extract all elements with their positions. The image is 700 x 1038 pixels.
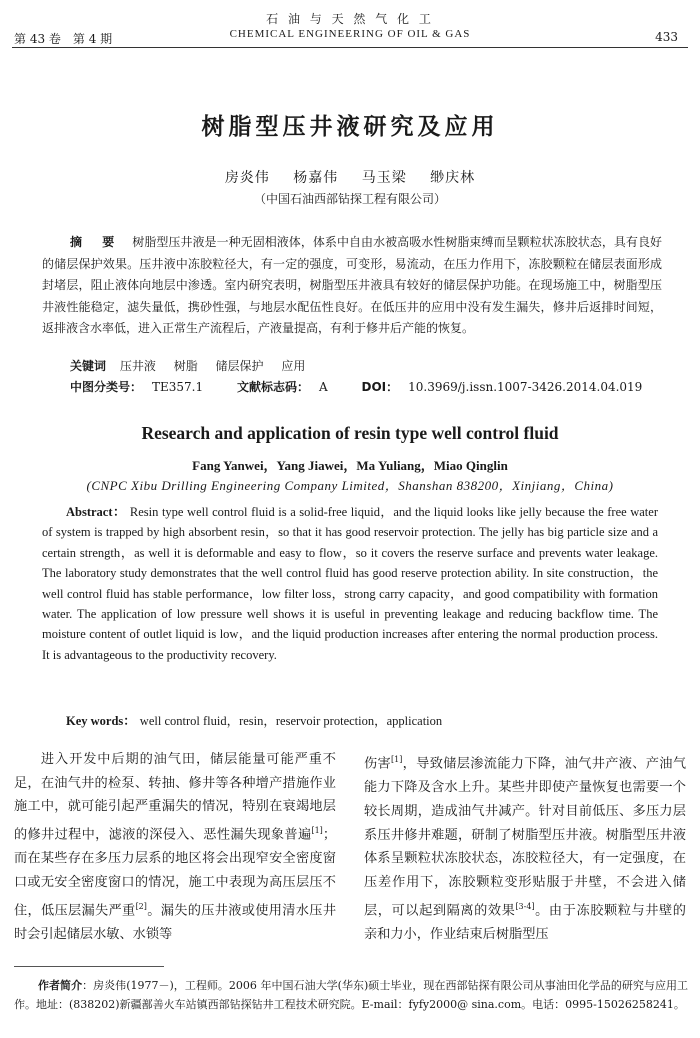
citation: [3-4] [515, 901, 535, 911]
title-cn: 树脂型压井液研究及应用 [201, 114, 499, 140]
clc-value: TE357.1 [152, 380, 204, 394]
author-cn: 房炎伟 [224, 170, 270, 186]
classification-line [70, 378, 670, 395]
citation: [1] [311, 826, 323, 836]
body-column-right [364, 748, 686, 946]
keywords-en-label: Key words： [66, 714, 136, 728]
citation: [2] [135, 901, 147, 911]
affiliation-cn: （中国石油西部钻探工程有限公司） [253, 192, 446, 206]
footnote-rule [14, 966, 164, 967]
keyword-cn: 储层保护 [215, 359, 264, 373]
doc-code-value: A [318, 380, 328, 394]
footnote-label: 作者简介 [38, 979, 83, 992]
author-footnote [14, 976, 688, 1014]
clc-label: 中图分类号： [70, 380, 143, 394]
body-text: 伤害 [364, 756, 392, 772]
abstract-en [42, 502, 658, 665]
body-text: 。由于冻胶颗粒与井壁的亲和力小，作业结束后树脂型压 [364, 903, 686, 942]
issue-label: 第 43 卷 第 4 期 [14, 32, 113, 46]
affiliation-en: (CNPC Xibu Drilling Engineering Company Limited，Shanshan 838200，Xinjiang，China) [86, 478, 614, 493]
body-text: ，导致储层渗流能力下降，油气井产液、产油气能力下降及含水上升。某些井即使产量恢复也需要一个较长周期，造成油气井减产。针对目前低压、多压力层系压井修井难题，研制了树脂型压井液。树脂型压井液体系呈颗粒状冻胶状态，冻胶粒径大，有一定强度，在压差作用下，冻胶颗粒变形贴服于井壁，不会进入储层，可以起到隔离的效果 [364, 756, 687, 918]
body-text: ；而在某些存在多压力层系的地区将会出现窄安全密度窗口或无安全密度窗口的情况，施工中表现为高压层压不住，低压层漏失严重 [14, 827, 336, 918]
author-cn: 马玉梁 [361, 170, 407, 186]
body-text: 。漏失的压井液或使用清水压井时会引起储层水敏、水锁等 [14, 903, 337, 942]
doi-label: DOI： [361, 380, 399, 394]
doc-code-label: 文献标志码： [236, 380, 309, 394]
title-en: Research and application of resin type well control fluid [141, 423, 559, 443]
abstract-cn-text: 树脂型压井液是一种无固相液体，体系中自由水被高吸水性树脂束缚而呈颗粒状冻胶状态，具有良好的储层保护效果。压井液中冻胶粒径大，有一定的强度，可变形，易流动，在压力作用下，冻胶颗粒在储层表面形成封堵层，阻止液体向地层中渗透。室内研究表明，树脂型压井液具有较好的储层保护功能。在现场施工中，树脂型压井液性能稳定，滤失量低，携砂性强，与地层水配伍性良好。在低压井的应用中没有发生漏失，修井后返排时间短，返排液含水率低，进入正常生产流程后，产液量提高，有利于修井后产能的恢复。 [42, 235, 662, 335]
body-column-left [14, 748, 336, 946]
body-text: 进入开发中后期的油气田，储层能量可能严重不足，在油气井的检泵、转抽、修井等各种增产措施作业施工中，就可能引起严重漏失的情况，特别在衰竭地层的修井过程中，滤液的深侵入、恶性漏失现象普遍 [14, 752, 336, 843]
keyword-cn: 树脂 [173, 359, 198, 373]
footnote-text: ：房炎伟(1977－)，工程师。2006 年中国石油大学(华东)硕士毕业，现在西部钻探有限公司从事油田化学品的研究与应用工作。地址：(838202)新疆鄯善火车站镇西部钻探钻井工程技术研究院。E-mail：fyfy2000@ sina.com。电话：0995-15026258241。 [14, 979, 689, 1011]
abstract-en-label: Abstract： [66, 505, 126, 519]
keyword-cn: 应用 [281, 359, 306, 373]
page-header [0, 0, 700, 52]
author-cn: 杨嘉伟 [293, 170, 339, 186]
journal-name-cn: 石 油 与 天 然 气 化 工 [266, 12, 434, 26]
abstract-en-text: Resin type well control fluid is a solid-free liquid，and the liquid looks like jelly because the free water of system is trapped by high absorbent resin，so that it has good reservoir protection. The jelly has big particle size and a certain strength，as well it is deformable and easy to flow，so it covers the reserve surface and prevents water leakage. The laboratory study demonstrates that the well control fluid has good reserve protection ability. In site construction，the well control fluid has stable performance，low filter loss，strong carry capacity，and good compatibility with formation water. The application of low pressure well shows it is useful in preventing leakage and reducing backflow time. The moisture content of outlet liquid is low，and the liquid production increases after entering the normal production process. It is advantageous to the productivity recovery. [42, 505, 658, 662]
author-cn: 缈庆林 [430, 170, 476, 186]
keyword-cn: 压井液 [119, 359, 156, 373]
doi-value: 10.3969/j.issn.1007-3426.2014.04.019 [408, 380, 643, 394]
keywords-cn [70, 357, 319, 374]
abstract-cn-label: 摘 要 [70, 235, 123, 249]
journal-name-en: CHEMICAL ENGINEERING OF OIL & GAS [229, 28, 471, 40]
keywords-cn-label: 关键词 [70, 359, 107, 373]
authors-cn [0, 167, 700, 187]
header-rule [12, 47, 688, 48]
keywords-en [66, 711, 442, 729]
authors-en: Fang Yanwei，Yang Jiawei，Ma Yuliang，Miao Qinglin [192, 458, 508, 473]
citation: [1] [391, 755, 403, 764]
abstract-cn [42, 232, 662, 340]
page-number: 433 [655, 30, 678, 44]
keywords-en-text: well control fluid，resin，reservoir protection，application [139, 714, 443, 728]
